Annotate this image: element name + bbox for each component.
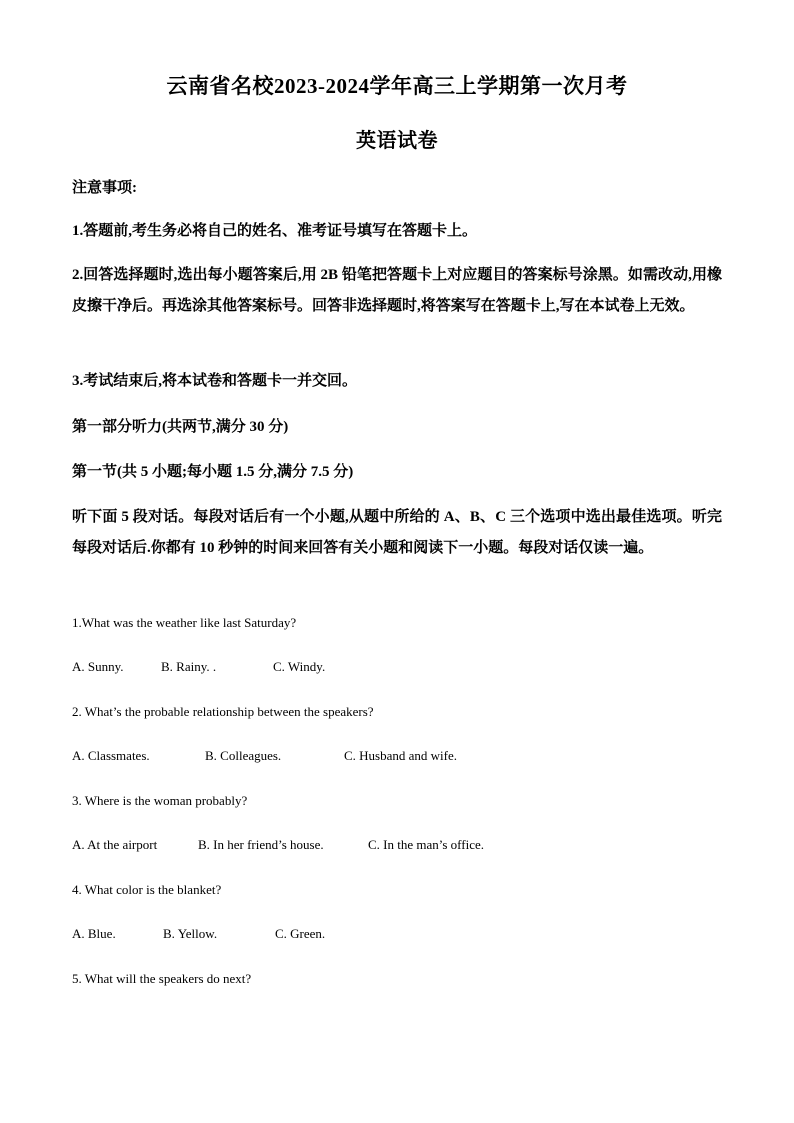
notice-item-3: 3.考试结束后,将本试卷和答题卡一并交回。 bbox=[72, 373, 358, 389]
section-instructions: 听下面 5 段对话。每段对话后有一个小题,从题中所给的 A、B、C 三个选项中选出最佳选项。听完每段对话后.你都有 10 秒钟的时间来回答有关小题和阅读下一小题。每段对话仅读一遍。 bbox=[72, 509, 722, 556]
notice-item-2: 2.回答选择题时,选出每小题答案后,用 2B 铅笔把答题卡上对应题目的答案标号涂黑。如需改动,用橡皮擦干净后。再选涂其他答案标号。回答非选择题时,将答案写在答题卡上,写在本试卷上无效。 bbox=[72, 267, 722, 314]
part-title: 第一部分听力(共两节,满分 30 分) bbox=[72, 419, 289, 435]
question-5: 5. What will the speakers do next? bbox=[72, 971, 252, 986]
question-4: 4. What color is the blanket? bbox=[72, 882, 222, 897]
notice-heading: 注意事项: bbox=[72, 180, 137, 196]
option-b: B. Rainy. . bbox=[161, 659, 217, 674]
option-c: C. Husband and wife. bbox=[344, 748, 458, 763]
option-b: B. Colleagues. bbox=[205, 748, 282, 763]
option-b: B. Yellow. bbox=[163, 926, 218, 941]
exam-subtitle: 英语试卷 bbox=[356, 130, 438, 152]
option-a: A. Classmates. bbox=[72, 748, 150, 763]
section-title: 第一节(共 5 小题;每小题 1.5 分,满分 7.5 分) bbox=[72, 464, 354, 480]
option-c: C. Green. bbox=[275, 926, 326, 941]
question-1: 1.What was the weather like last Saturday? bbox=[72, 615, 297, 630]
option-a: A. Sunny. bbox=[72, 659, 124, 674]
option-a: A. At the airport bbox=[72, 837, 158, 852]
question-3: 3. Where is the woman probably? bbox=[72, 793, 248, 808]
option-c: C. Windy. bbox=[273, 659, 326, 674]
option-b: B. In her friend’s house. bbox=[198, 837, 324, 852]
option-a: A. Blue. bbox=[72, 926, 116, 941]
exam-title: 云南省名校2023-2024学年高三上学期第一次月考 bbox=[166, 74, 628, 98]
question-2: 2. What’s the probable relationship between the speakers? bbox=[72, 704, 374, 719]
option-c: C. In the man’s office. bbox=[368, 837, 485, 852]
notice-item-1: 1.答题前,考生务必将自己的姓名、准考证号填写在答题卡上。 bbox=[72, 223, 478, 239]
